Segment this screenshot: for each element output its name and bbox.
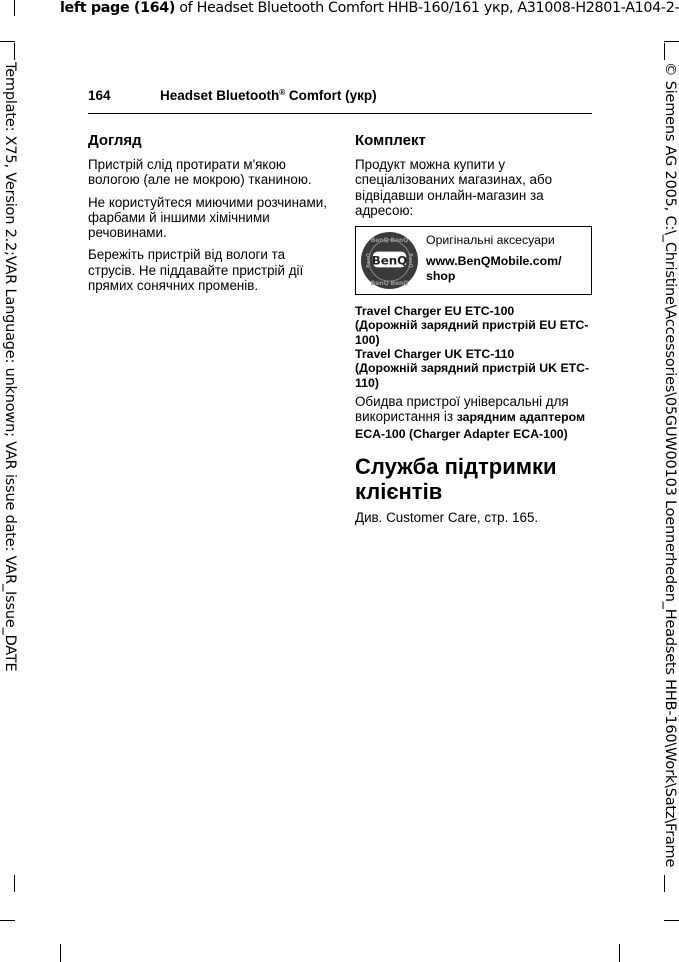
care-paragraph: Бережіть пристрій від вологи та струсів. Не піддавайте пристрій дії прямих сонячних променів. xyxy=(88,247,304,294)
compatibility-note xyxy=(355,394,592,442)
template-info: Template: X75, Version 2.2;VAR Language: unknown; VAR issue date: VAR_Issue_DATE xyxy=(2,62,18,672)
care-paragraph: Не користуйтеся миючими розчинами, фарбами й іншими хімічними речовинами. xyxy=(88,194,327,241)
crop-mark xyxy=(664,920,679,921)
note-text: Обидва пристрої універсальні для використання із xyxy=(355,393,569,425)
product-name: Travel Charger UK ETC-110 xyxy=(355,347,515,362)
svg-text:BenQ: BenQ xyxy=(365,253,372,269)
benq-logo xyxy=(360,231,419,290)
page-title xyxy=(160,88,377,103)
crop-mark xyxy=(0,41,15,42)
crop-mark xyxy=(14,43,15,60)
slug-doc-info: of Headset Bluetooth Comfort HHB-160/161 укр, A31008-H2801-A104-2- xyxy=(175,0,679,16)
svg-text:BenQ BenQ: BenQ BenQ xyxy=(370,281,409,288)
crop-mark xyxy=(60,944,61,962)
kit-intro: Продукт можна купити у спеціалізованих магазинах, або відвідавши онлайн-магазин за адресою: xyxy=(355,157,553,218)
product-name: Travel Charger EU ETC-100 xyxy=(355,304,515,319)
care-paragraph: Пристрій слід протирати м'якою вологою (але не мокрою) тканиною. xyxy=(88,157,312,188)
registered-mark: ® xyxy=(279,88,286,97)
svg-text:BenQ BenQ: BenQ BenQ xyxy=(370,238,409,245)
crop-mark xyxy=(664,41,679,42)
crop-mark xyxy=(664,43,665,60)
care-heading: Догляд xyxy=(88,132,142,149)
product-description: (Дорожній зарядний пристрій EU ETC-100) xyxy=(355,318,589,347)
crop-mark xyxy=(14,0,15,16)
print-slug xyxy=(60,0,679,17)
crop-mark xyxy=(664,875,665,892)
crop-mark xyxy=(14,875,15,892)
care-section xyxy=(88,132,328,300)
accessories-box xyxy=(355,226,592,295)
page-title-main: Headset Bluetooth xyxy=(160,88,280,103)
page-title-suffix: Comfort (укр) xyxy=(285,88,377,103)
copyright-path: © Siemens AG 2005, C:\_Christine\Accessories\05GUW00103 Loennerheden_Headsets HHB-160\Work\Satz\Frame xyxy=(662,62,678,868)
crop-mark xyxy=(619,944,620,962)
support-heading: Служба підтримки клієнтів xyxy=(355,453,557,504)
note-adapter: зарядним адаптером ECA-100 (Charger Adapter ECA-100) xyxy=(355,410,586,441)
crop-mark xyxy=(0,920,15,921)
page-number: 164 xyxy=(88,88,111,103)
svg-text:BenQ: BenQ xyxy=(371,253,408,268)
svg-text:BenQ: BenQ xyxy=(407,253,414,269)
shop-url: www.BenQMobile.com/ shop xyxy=(426,254,562,284)
accessories-title: Оригінальні аксесуари xyxy=(426,233,555,248)
header-rule xyxy=(88,113,592,114)
support-text: Див. Customer Care, стр. 165. xyxy=(355,509,539,525)
kit-heading: Комплект xyxy=(355,132,426,149)
product-description: (Дорожній зарядний пристрій UK ETC-110) xyxy=(355,361,590,390)
slug-page-ref: left page (164) xyxy=(60,0,176,16)
kit-section xyxy=(355,132,592,532)
